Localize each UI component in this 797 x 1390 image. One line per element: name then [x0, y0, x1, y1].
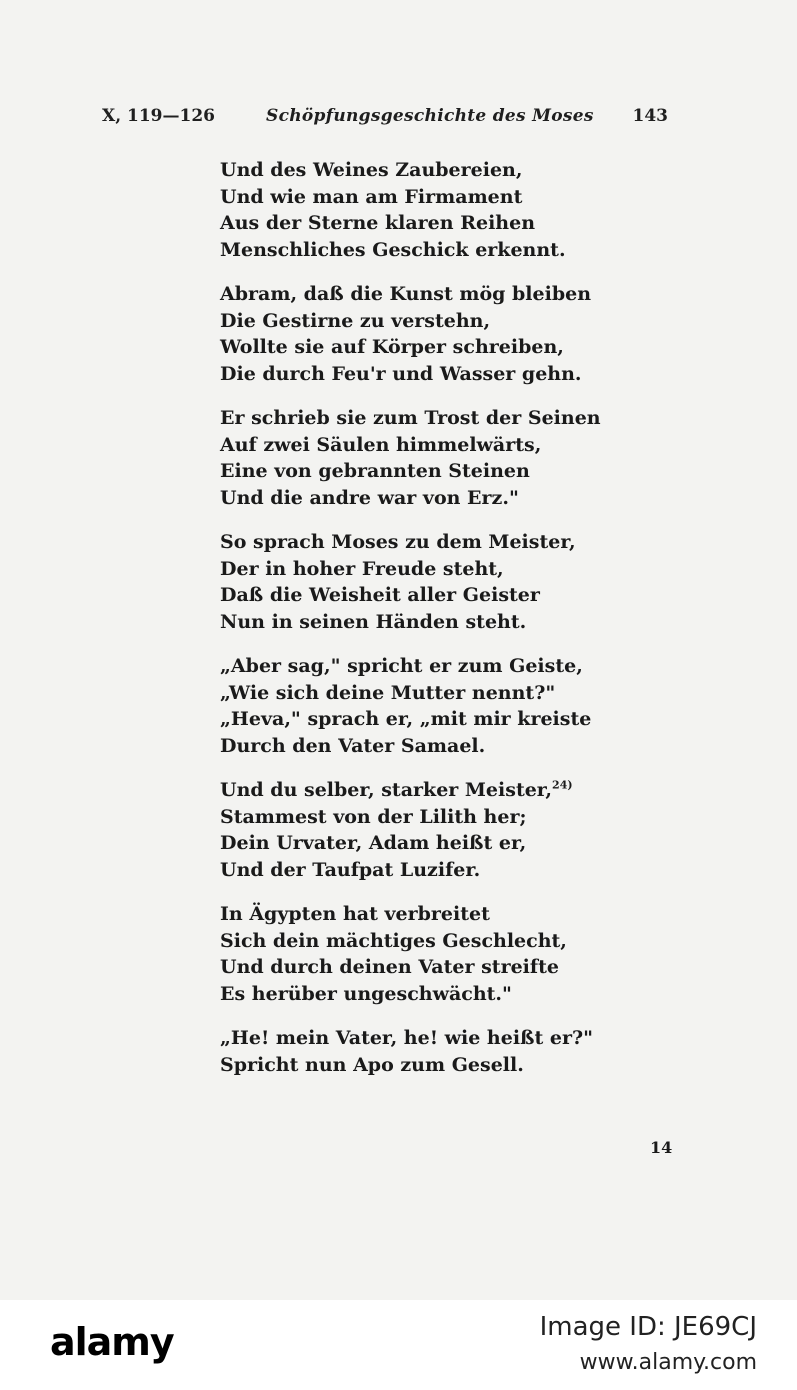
image-id: Image ID: JE69CJ	[539, 1312, 757, 1342]
verse-line: Und der Taufpat Luzifer.	[220, 858, 481, 881]
verse-line: Wollte sie auf Körper schreiben,	[220, 336, 564, 358]
poem-body	[220, 157, 600, 1096]
verse-line: Durch den Vater Samael.	[220, 734, 486, 757]
verse-line: Die durch Feu'r und Wasser gehn.	[220, 362, 582, 385]
page-number: 143	[632, 106, 668, 126]
verse-line: „He! mein Vater, he! wie heißt er?"	[220, 1027, 594, 1049]
verse-line: „Heva," sprach er, „mit mir kreiste	[220, 708, 592, 730]
verse-line: Daß die Weisheit aller Geister	[220, 584, 540, 606]
stanza	[220, 529, 600, 635]
verse-line: „Aber sag," spricht er zum Geiste,	[220, 655, 583, 677]
verse-line: Abram, daß die Kunst mög bleiben	[220, 283, 592, 305]
stanza	[220, 405, 600, 511]
verse-line: Der in hoher Freude steht,	[220, 557, 504, 580]
verse-line: Auf zwei Säulen himmelwärts,	[220, 433, 542, 456]
verse-line: Und du selber, starker Meister,$^{24)}$	[220, 778, 573, 801]
stanza	[220, 1025, 600, 1078]
stanza	[220, 901, 600, 1007]
verse-line: Dein Urvater, Adam heißt er,	[220, 832, 527, 854]
printer-signature: 14	[650, 1138, 673, 1157]
verse-line: Stammest von der Lilith her;	[220, 805, 527, 828]
verse-line: Eine von gebrannten Steinen	[220, 460, 530, 482]
verse-line: Nun in seinen Händen steht.	[220, 610, 527, 633]
verse-line: Menschliches Geschick erkennt.	[220, 238, 566, 261]
stanza	[220, 653, 600, 759]
footnote-marker: 24)	[552, 778, 573, 792]
verse-line: In Ägypten hat verbreitet	[220, 903, 490, 925]
watermark-url: www.alamy.com	[579, 1350, 757, 1375]
verse-line: Aus der Sterne klaren Reihen	[220, 212, 536, 234]
header-title: Schöpfungsgeschichte des Moses	[266, 106, 594, 126]
stanza	[220, 281, 600, 387]
stanza	[220, 777, 600, 883]
verse-line: Und wie man am Firmament	[220, 185, 523, 208]
verse-line: Und die andre war von Erz."	[220, 486, 519, 509]
verse-line: „Wie sich deine Mutter nennt?"	[220, 681, 556, 704]
verse-line: Sich dein mächtiges Geschlecht,	[220, 929, 567, 952]
alamy-logo: alamy	[50, 1320, 174, 1364]
verse-line: So sprach Moses zu dem Meister,	[220, 531, 576, 553]
verse-line: Und durch deinen Vater streifte	[220, 956, 559, 978]
verse-line: Die Gestirne zu verstehn,	[220, 309, 491, 332]
verse-line: Er schrieb sie zum Trost der Seinen	[220, 407, 601, 429]
header-verse-range: X, 119—126	[102, 106, 215, 126]
verse-line: Es herüber ungeschwächt."	[220, 982, 512, 1005]
stanza	[220, 157, 600, 263]
verse-line: Spricht nun Apo zum Gesell.	[220, 1053, 524, 1076]
verse-line: Und des Weines Zaubereien,	[220, 159, 523, 181]
